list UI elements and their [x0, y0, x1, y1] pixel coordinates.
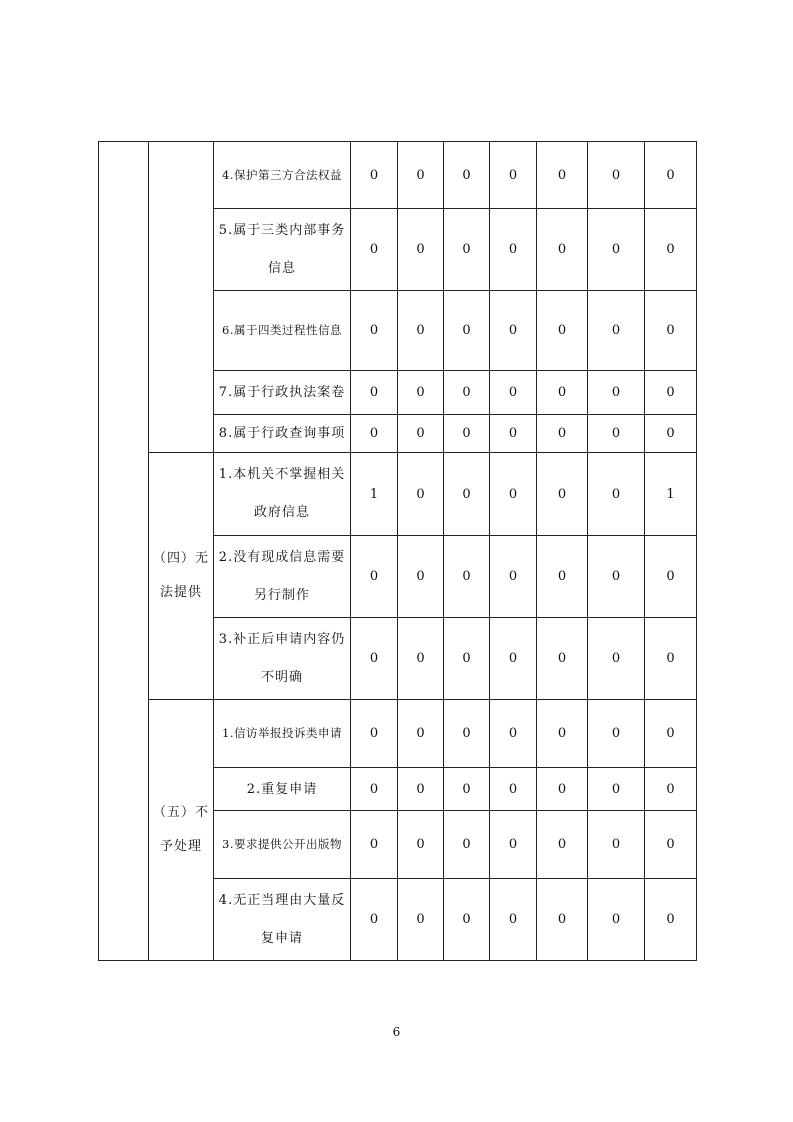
- value-cell: 0: [444, 415, 490, 453]
- value-cell: 0: [444, 618, 490, 700]
- value-cell: 0: [645, 618, 697, 700]
- value-cell: 0: [398, 879, 444, 961]
- value-cell: 1: [645, 453, 697, 536]
- value-cell: 0: [490, 536, 537, 618]
- value-cell: 0: [645, 700, 697, 768]
- row-label: 4.无正当理由大量反复申请: [214, 879, 351, 961]
- value-cell: 0: [398, 768, 444, 811]
- value-cell: 0: [588, 879, 645, 961]
- disclosure-table: [98, 141, 697, 961]
- value-cell: 0: [351, 700, 398, 768]
- value-cell: 0: [645, 536, 697, 618]
- value-cell: 0: [490, 811, 537, 879]
- value-cell: 0: [398, 453, 444, 536]
- value-cell: 0: [444, 879, 490, 961]
- value-cell: 0: [351, 291, 398, 371]
- row-label: 1.信访举报投诉类申请: [214, 700, 351, 768]
- value-cell: 0: [398, 700, 444, 768]
- value-cell: 0: [351, 536, 398, 618]
- value-cell: 0: [398, 415, 444, 453]
- table-row: [99, 453, 697, 536]
- row-label: 1.本机关不掌握相关政府信息: [214, 453, 351, 536]
- value-cell: 0: [645, 371, 697, 415]
- value-cell: 0: [490, 453, 537, 536]
- value-cell: 0: [490, 768, 537, 811]
- row-label: 4.保护第三方合法权益: [214, 142, 351, 209]
- value-cell: 0: [490, 415, 537, 453]
- row-label: 2.重复申请: [214, 768, 351, 811]
- value-cell: 0: [537, 811, 588, 879]
- value-cell: 0: [645, 142, 697, 209]
- value-cell: 0: [444, 142, 490, 209]
- value-cell: 0: [351, 811, 398, 879]
- value-cell: 0: [588, 811, 645, 879]
- value-cell: 0: [444, 700, 490, 768]
- value-cell: 0: [537, 453, 588, 536]
- value-cell: 0: [588, 618, 645, 700]
- category-cannot-provide: （四）无法提供: [149, 453, 214, 700]
- value-cell: 0: [398, 536, 444, 618]
- value-cell: 0: [645, 415, 697, 453]
- value-cell: 0: [351, 142, 398, 209]
- value-cell: 0: [537, 768, 588, 811]
- row-label: 3.补正后申请内容仍不明确: [214, 618, 351, 700]
- value-cell: 0: [444, 371, 490, 415]
- category-cell-continued: [149, 142, 214, 453]
- page-number: 6: [392, 1025, 401, 1039]
- value-cell: 0: [351, 879, 398, 961]
- value-cell: 0: [645, 291, 697, 371]
- value-cell: 0: [490, 142, 537, 209]
- value-cell: 0: [490, 879, 537, 961]
- value-cell: 0: [537, 291, 588, 371]
- value-cell: 0: [537, 618, 588, 700]
- value-cell: 0: [444, 209, 490, 291]
- value-cell: 0: [537, 209, 588, 291]
- value-cell: 0: [645, 811, 697, 879]
- value-cell: 0: [444, 536, 490, 618]
- value-cell: 0: [645, 209, 697, 291]
- value-cell: 0: [398, 142, 444, 209]
- value-cell: 0: [444, 453, 490, 536]
- row-label: 5.属于三类内部事务信息: [214, 209, 351, 291]
- value-cell: 0: [351, 209, 398, 291]
- value-cell: 0: [588, 209, 645, 291]
- value-cell: 0: [444, 768, 490, 811]
- value-cell: 0: [490, 291, 537, 371]
- value-cell: 0: [537, 371, 588, 415]
- value-cell: 0: [537, 700, 588, 768]
- value-cell: 0: [351, 371, 398, 415]
- value-cell: 0: [398, 811, 444, 879]
- value-cell: 0: [645, 879, 697, 961]
- value-cell: 0: [588, 415, 645, 453]
- value-cell: 0: [351, 618, 398, 700]
- value-cell: 0: [490, 618, 537, 700]
- value-cell: 0: [645, 768, 697, 811]
- value-cell: 0: [398, 618, 444, 700]
- row-label: 6.属于四类过程性信息: [214, 291, 351, 371]
- value-cell: 0: [588, 700, 645, 768]
- value-cell: 0: [444, 811, 490, 879]
- value-cell: 0: [537, 536, 588, 618]
- value-cell: 0: [490, 209, 537, 291]
- value-cell: 0: [398, 291, 444, 371]
- value-cell: 0: [588, 371, 645, 415]
- category-not-processed: （五）不予处理: [149, 700, 214, 961]
- value-cell: 0: [588, 768, 645, 811]
- row-label: 3.要求提供公开出版物: [214, 811, 351, 879]
- value-cell: 0: [588, 536, 645, 618]
- row-label: 7.属于行政执法案卷: [214, 371, 351, 415]
- value-cell: 0: [398, 209, 444, 291]
- value-cell: 0: [351, 415, 398, 453]
- table-row: [99, 142, 697, 209]
- value-cell: 0: [537, 142, 588, 209]
- value-cell: 0: [588, 453, 645, 536]
- value-cell: 0: [537, 415, 588, 453]
- outer-category-cell: [99, 142, 149, 961]
- table-row: [99, 700, 697, 768]
- value-cell: 0: [588, 291, 645, 371]
- row-label: 2.没有现成信息需要另行制作: [214, 536, 351, 618]
- value-cell: 0: [398, 371, 444, 415]
- value-cell: 0: [444, 291, 490, 371]
- row-label: 8.属于行政查询事项: [214, 415, 351, 453]
- value-cell: 0: [588, 142, 645, 209]
- value-cell: 0: [490, 371, 537, 415]
- value-cell: 0: [537, 879, 588, 961]
- value-cell: 1: [351, 453, 398, 536]
- value-cell: 0: [490, 700, 537, 768]
- value-cell: 0: [351, 768, 398, 811]
